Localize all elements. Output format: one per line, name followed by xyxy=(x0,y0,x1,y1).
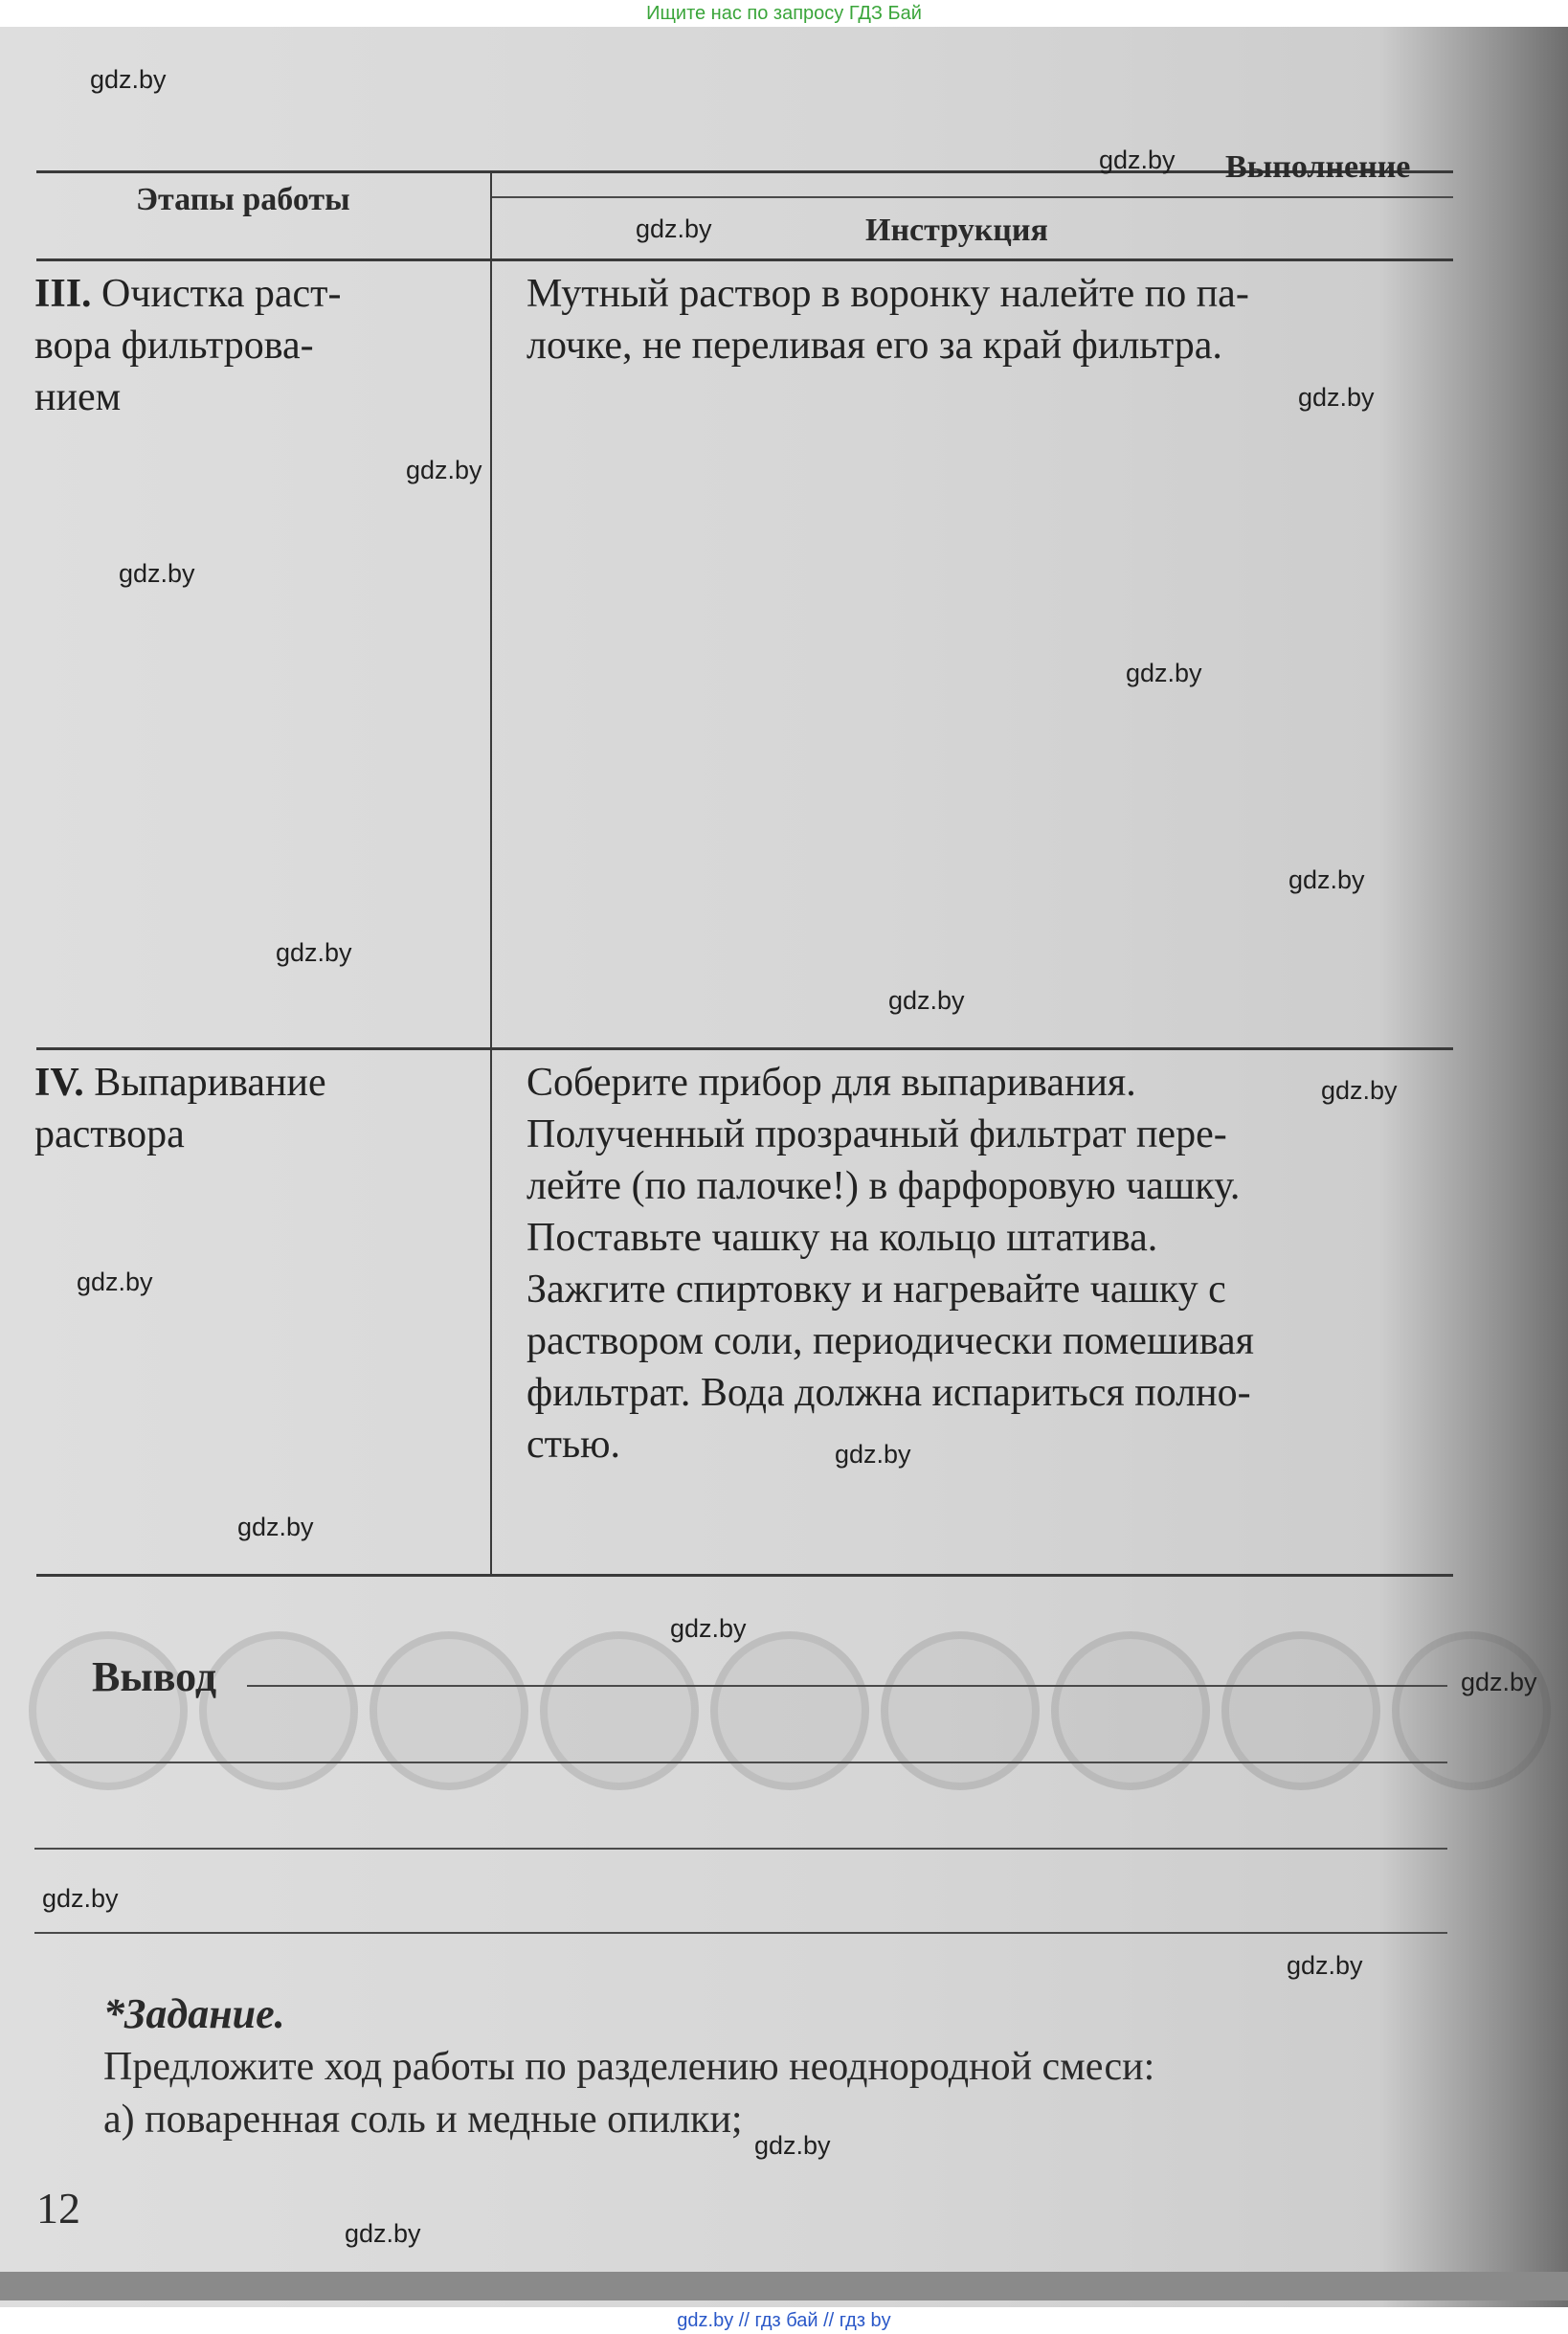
bottom-banner: gdz.by // гдз бай // гдз by xyxy=(0,2307,1568,2334)
task-line: а) поваренная соль и медные опилки; xyxy=(103,2098,743,2142)
watermark: gdz.by xyxy=(636,214,712,243)
watermark: gdz.by xyxy=(888,986,965,1015)
table-row-instruction xyxy=(526,268,1445,371)
answer-line xyxy=(247,1685,1447,1687)
instruction-line: Зажгите спиртовку и нагревайте чашку с xyxy=(526,1268,1226,1312)
table-row-divider xyxy=(36,1047,1453,1050)
answer-line xyxy=(34,1848,1447,1850)
watermark: gdz.by xyxy=(406,456,482,484)
watermark: gdz.by xyxy=(1298,383,1375,412)
instruction-line: Соберите прибор для выпаривания. xyxy=(526,1061,1136,1105)
watermark: gdz.by xyxy=(345,2219,421,2248)
task-title: *Задание. xyxy=(103,1990,285,2037)
watermark: gdz.by xyxy=(42,1884,119,1913)
watermark: gdz.by xyxy=(119,559,195,588)
stage-line: нием xyxy=(34,375,122,419)
header-execution: Выполнение xyxy=(1225,149,1411,185)
watermark: gdz.by xyxy=(1099,146,1176,174)
table-header-bottom-rule xyxy=(36,258,1453,261)
table-column-divider xyxy=(490,170,492,1576)
page-number: 12 xyxy=(36,2184,80,2233)
watermark: gdz.by xyxy=(90,65,167,94)
watermark: gdz.by xyxy=(1287,1951,1363,1980)
watermark: gdz.by xyxy=(1288,865,1365,894)
table-row-stage xyxy=(34,1057,484,1160)
bleed-through-safety-icons xyxy=(29,1619,1562,1790)
header-stages: Этапы работы xyxy=(136,182,350,217)
watermark: gdz.by xyxy=(237,1513,314,1541)
table-row-stage xyxy=(34,268,484,423)
header-instruction: Инструкция xyxy=(865,213,1048,248)
stage-numeral: III. xyxy=(34,272,92,316)
stage-line: Выпаривание xyxy=(94,1061,326,1105)
watermark: gdz.by xyxy=(835,1440,911,1469)
answer-line xyxy=(34,1762,1447,1763)
watermark: gdz.by xyxy=(1126,659,1202,687)
watermark: gdz.by xyxy=(1321,1076,1398,1105)
watermark: gdz.by xyxy=(670,1614,747,1643)
stage-line: Очистка раст- xyxy=(101,272,342,316)
instruction-line: раствором соли, периодически помешивая xyxy=(526,1319,1254,1363)
stage-line: вора фильтрова- xyxy=(34,324,314,368)
instruction-line: фильтрат. Вода должна испариться полно- xyxy=(526,1371,1251,1415)
table-bottom-rule xyxy=(36,1574,1453,1577)
instruction-line: стью. xyxy=(526,1423,621,1467)
instruction-line: лочке, не переливая его за край фильтра. xyxy=(526,324,1222,368)
table-header-subrule xyxy=(490,196,1453,198)
top-banner: Ищите нас по запросу ГДЗ Бай xyxy=(0,0,1568,27)
task-line: Предложите ход работы по разделению неоднородной смеси: xyxy=(103,2045,1155,2089)
instruction-line: Поставьте чашку на кольцо штатива. xyxy=(526,1216,1158,1260)
instruction-line: Мутный раствор в воронку налейте по па- xyxy=(526,272,1249,316)
stage-numeral: IV. xyxy=(34,1061,84,1105)
table-row-instruction xyxy=(526,1057,1445,1470)
watermark: gdz.by xyxy=(1461,1668,1537,1696)
conclusion-label: Вывод xyxy=(92,1653,217,1700)
watermark: gdz.by xyxy=(754,2131,831,2160)
stage-line: раствора xyxy=(34,1112,185,1156)
instruction-line: лейте (по палочке!) в фарфоровую чашку. xyxy=(526,1164,1241,1208)
watermark: gdz.by xyxy=(276,938,352,967)
instruction-line: Полученный прозрачный фильтрат пере- xyxy=(526,1112,1227,1156)
page-bottom-edge xyxy=(0,2272,1568,2300)
watermark: gdz.by xyxy=(77,1268,153,1296)
answer-line xyxy=(34,1932,1447,1934)
